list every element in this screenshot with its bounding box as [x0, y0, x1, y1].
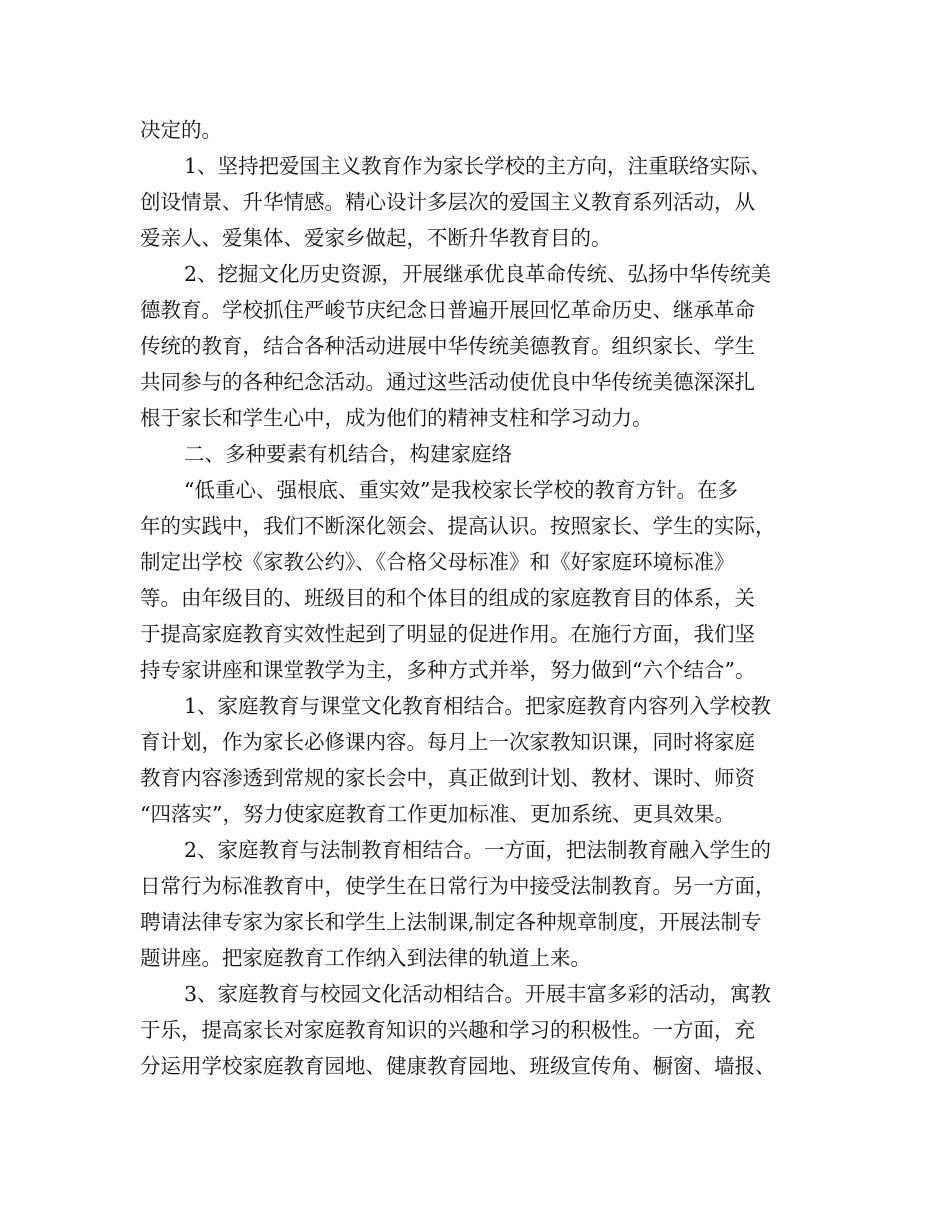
text-line: 2、家庭教育与法制教育相结合。一方面，把法制教育融入学生的 [184, 838, 772, 862]
text-line: 1、坚持把爱国主义教育作为家长学校的主方向，注重联络实际、 [184, 154, 772, 178]
text-line: 持专家讲座和课堂教学为主，多种方式并举，努力做到“六个结合”。 [140, 658, 756, 682]
section-heading: 二、多种要素有机结合，构建家庭络 [184, 442, 512, 466]
document-body [140, 112, 820, 1084]
text-line: 传统的教育，结合各种活动进展中华传统美德教育。组织家长、学生 [140, 334, 755, 358]
text-line: “低重心、强根底、重实效”是我校家长学校的教育方针。在多 [184, 478, 738, 502]
text-line: 创设情景、升华情感。精心设计多层次的爱国主义教育系列活动，从 [140, 190, 755, 214]
text-line: 育计划，作为家长必修课内容。每月上一次家教知识课，同时将家庭 [140, 730, 755, 754]
text-line: 2、挖掘文化历史资源，开展继承优良革命传统、弘扬中华传统美 [184, 262, 772, 286]
text-line: 决定的。 [140, 118, 222, 142]
text-line: 年的实践中，我们不断深化领会、提高认识。按照家长、学生的实际， [140, 514, 776, 538]
text-line: 分运用学校家庭教育园地、健康教育园地、班级宣传角、橱窗、墙报、 [140, 1054, 776, 1078]
text-line: “四落实”，努力使家庭教育工作更加标准、更加系统、更具效果。 [140, 802, 735, 826]
text-line: 于乐，提高家长对家庭教育知识的兴趣和学习的积极性。一方面，充 [140, 1018, 755, 1042]
text-line: 等。由年级目的、班级目的和个体目的组成的家庭教育目的体系，关 [140, 586, 755, 610]
text-line: 共同参与的各种纪念活动。通过这些活动使优良中华传统美德深深扎 [140, 370, 755, 394]
text-line: 德教育。学校抓住严峻节庆纪念日普遍开展回忆革命历史、继承革命 [140, 298, 755, 322]
text-line: 题讲座。把家庭教育工作纳入到法律的轨道上来。 [140, 946, 591, 970]
text-line: 聘请法律专家为家长和学生上法制课,制定各种规章制度，开展法制专 [140, 910, 762, 934]
text-line: 3、家庭教育与校园文化活动相结合。开展丰富多彩的活动，寓教 [184, 982, 772, 1006]
text-line: 爱亲人、爱集体、爱家乡做起，不断升华教育目的。 [140, 226, 612, 250]
text-line: 根于家长和学生心中，成为他们的精神支柱和学习动力。 [140, 406, 653, 430]
text-line: 于提高家庭教育实效性起到了明显的促进作用。在施行方面，我们坚 [140, 622, 755, 646]
text-line: 1、家庭教育与课堂文化教育相结合。把家庭教育内容列入学校教 [184, 694, 772, 718]
text-line: 制定出学校《家教公约》、《合格父母标准》和《好家庭环境标准》 [140, 550, 735, 574]
text-line: 日常行为标准教育中，使学生在日常行为中接受法制教育。另一方面， [140, 874, 776, 898]
text-line: 教育内容渗透到常规的家长会中，真正做到计划、教材、课时、师资 [140, 766, 755, 790]
